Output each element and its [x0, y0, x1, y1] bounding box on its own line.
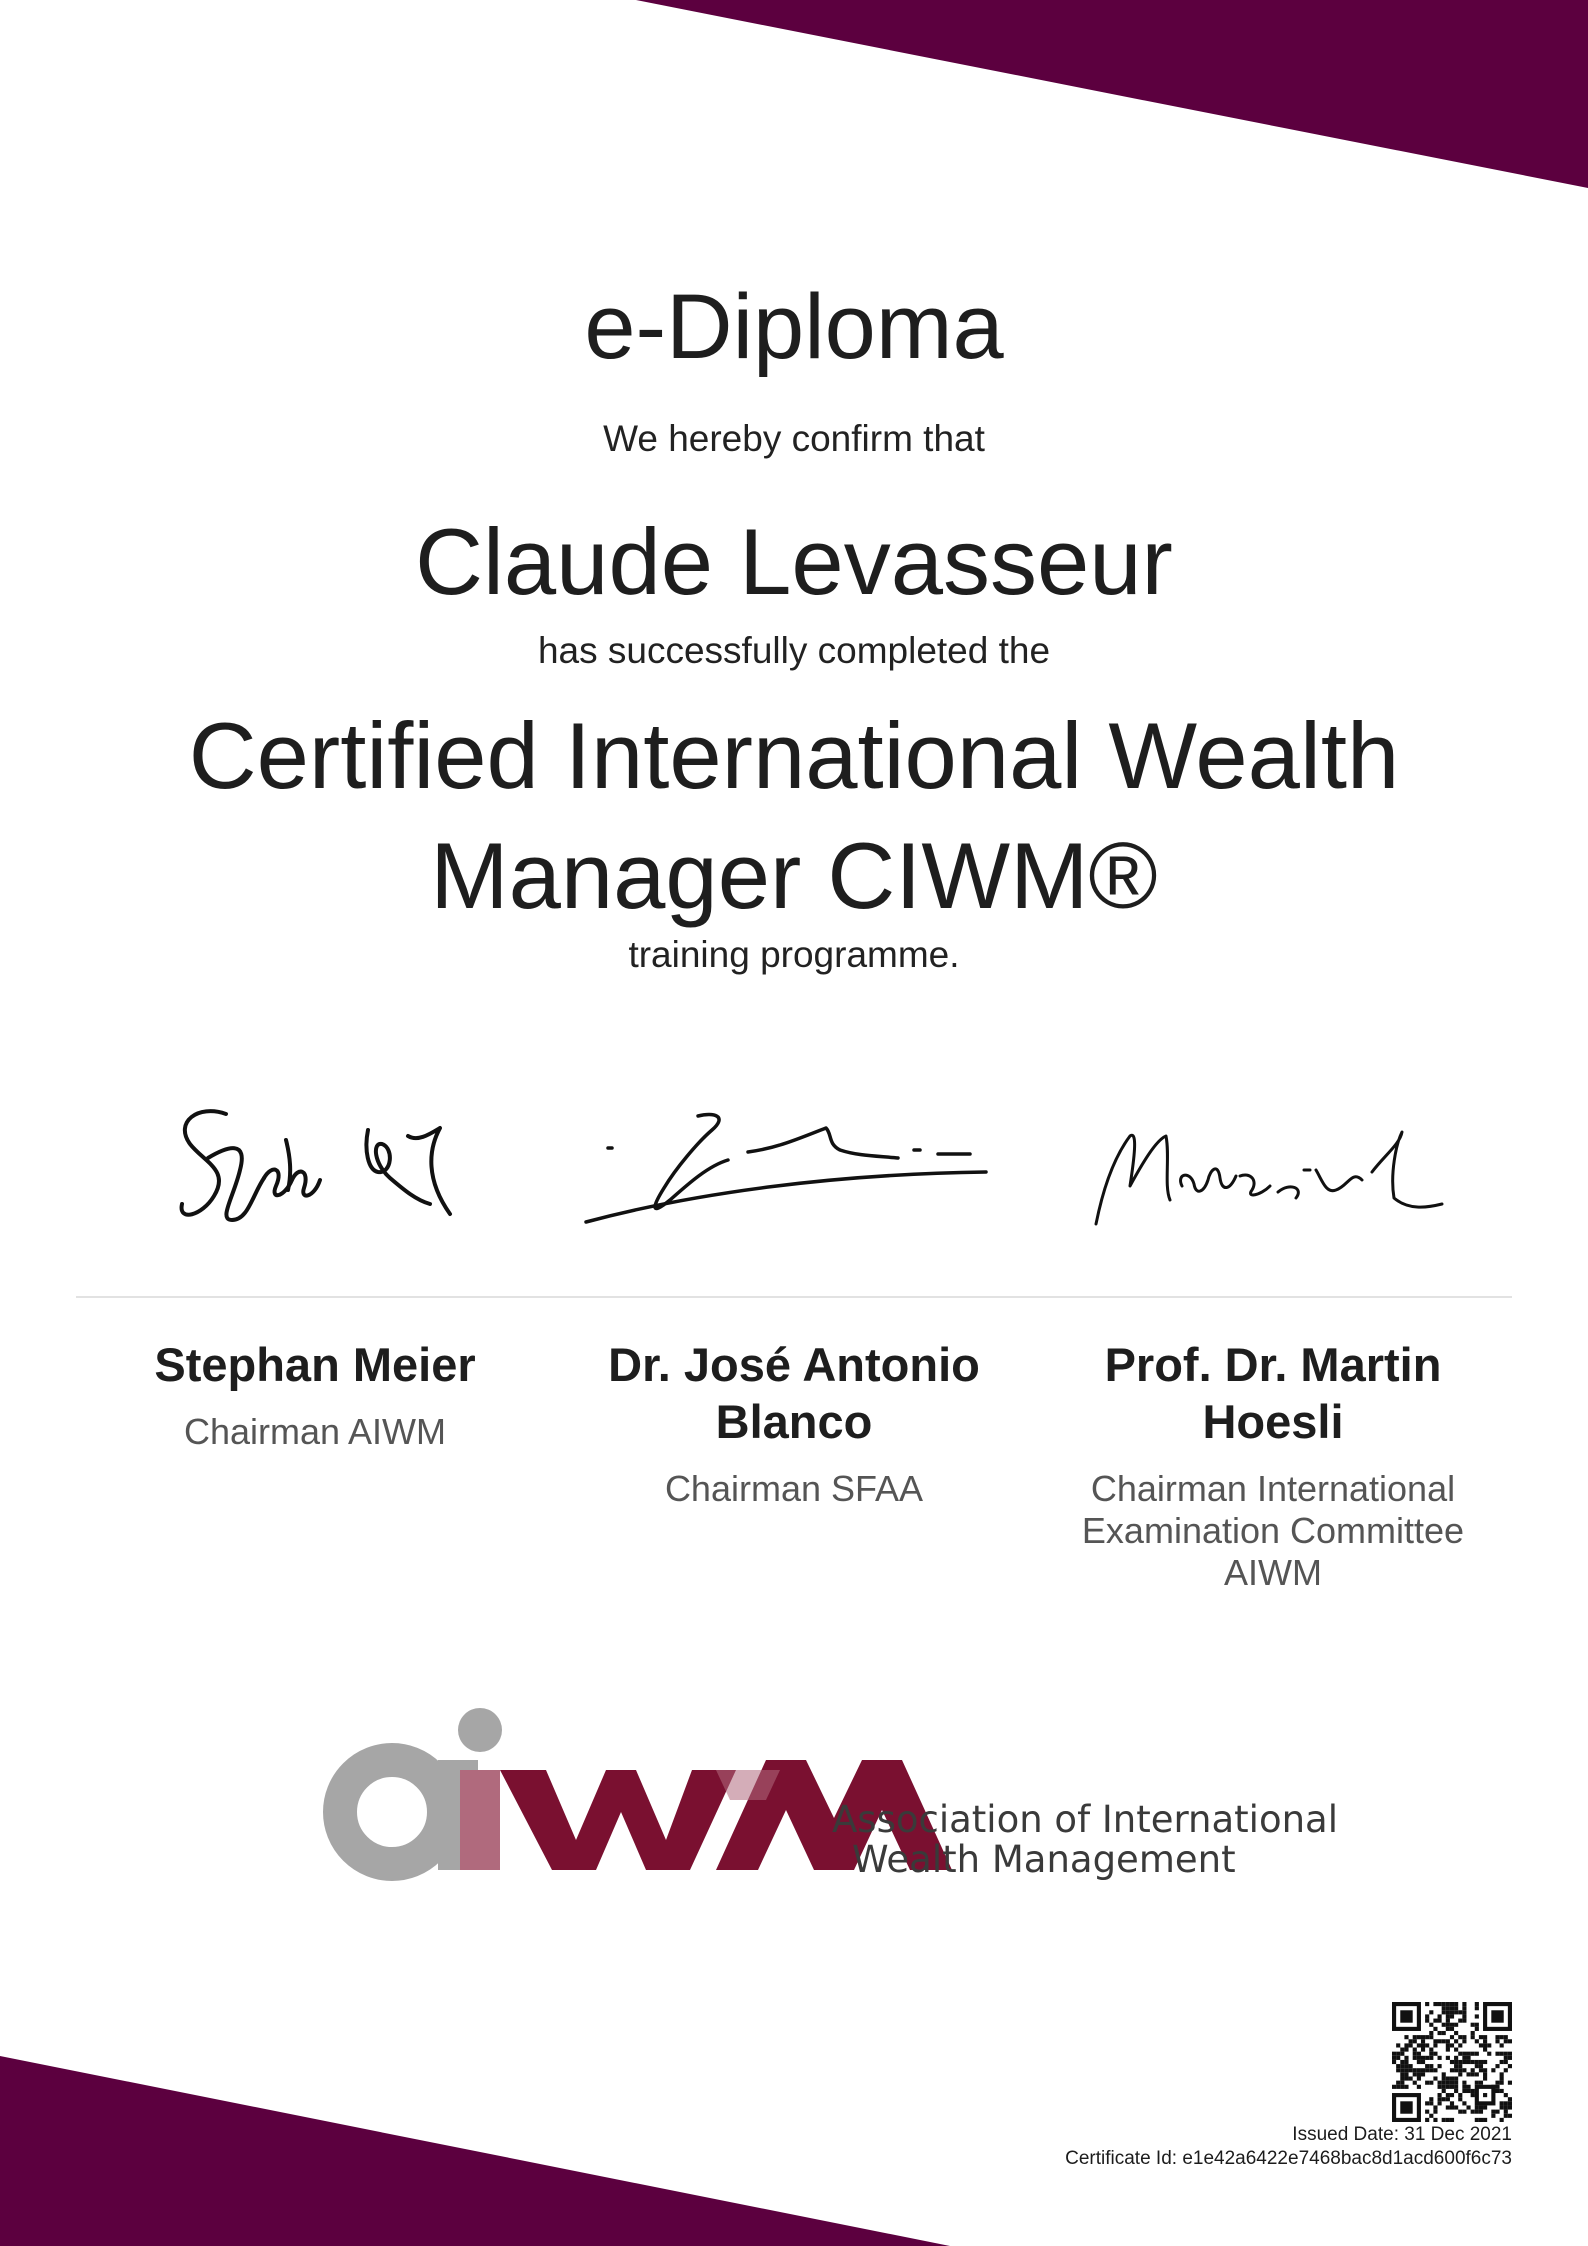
- signer-role: Chairman SFAA: [664, 1468, 924, 1509]
- signer-block-1: [95, 1336, 535, 1453]
- signature-stephan-meier: [168, 1100, 468, 1230]
- signer-role: Chairman AIWM: [183, 1411, 447, 1452]
- signature-divider: [76, 1296, 1512, 1298]
- programme-line-2: Manager CIWM®: [430, 823, 1158, 928]
- aiwm-logo: [320, 1700, 1339, 1881]
- signer-block-2: [574, 1336, 1014, 1510]
- certificate-id: Certificate Id: e1e42a6422e7468bac8d1acd600f6c73: [1065, 2148, 1512, 2169]
- completed-text: has successfully completed the: [537, 630, 1051, 671]
- logo-line-2: Wealth Management: [852, 1838, 1236, 1881]
- recipient-name: Claude Levasseur: [415, 509, 1173, 614]
- programme-line-1: Certified International Wealth: [188, 703, 1400, 808]
- qr-code-icon: [1392, 2002, 1512, 2122]
- signer-name: Stephan Meier: [154, 1338, 476, 1391]
- signature-jose-antonio-blanco: [578, 1108, 998, 1238]
- signer-name: Dr. José Antonio Blanco: [608, 1338, 980, 1448]
- signature-martin-hoesli: [1090, 1100, 1450, 1230]
- signer-role: Chairman International Examination Committee AIWM: [1081, 1468, 1465, 1593]
- page-title: e-Diploma: [584, 276, 1004, 378]
- training-text: training programme.: [628, 934, 960, 975]
- confirm-text: We hereby confirm that: [603, 418, 985, 459]
- logo-letter-w: [500, 1770, 736, 1870]
- logo-dot: [458, 1708, 502, 1752]
- logo-line-1: Association of International: [832, 1798, 1339, 1841]
- signer-name: Prof. Dr. Martin Hoesli: [1104, 1338, 1442, 1448]
- logo-letter-a: [340, 1760, 478, 1870]
- issued-date: Issued Date: 31 Dec 2021: [1292, 2124, 1512, 2145]
- signer-block-3: [1053, 1336, 1493, 1594]
- programme-title: [0, 696, 1588, 936]
